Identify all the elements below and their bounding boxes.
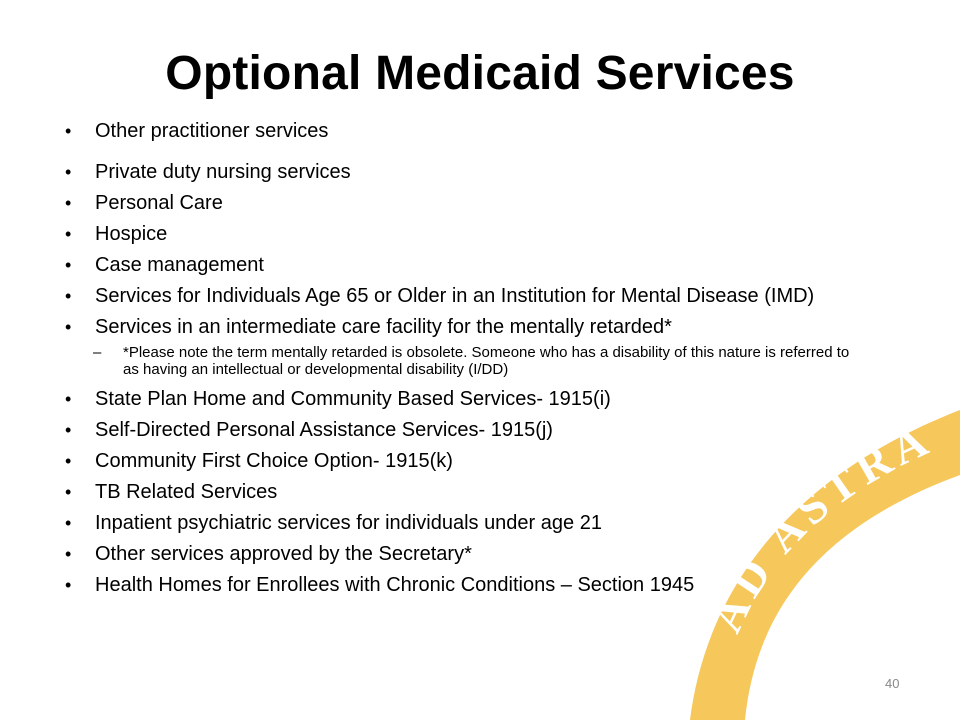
bullet-item [65, 574, 855, 596]
bullet-item [65, 419, 855, 441]
bullet-text: Personal Care [95, 192, 223, 214]
bullet-text: Self-Directed Personal Assistance Services- 1915(j) [95, 419, 553, 441]
bullet-item [65, 450, 855, 472]
slide-title: Optional Medicaid Services [165, 47, 795, 100]
bullet-dot-icon: • [65, 420, 72, 440]
bullet-list [65, 120, 855, 605]
bullet-text: Private duty nursing services [95, 161, 351, 183]
bullet-item [65, 192, 855, 214]
bullet-item [65, 316, 855, 338]
bullet-dot-icon: • [65, 286, 72, 306]
bullet-text: Services in an intermediate care facility for the mentally retarded* [95, 316, 672, 338]
bullet-text: Other services approved by the Secretary* [95, 543, 472, 565]
bullet-dot-icon: • [65, 544, 72, 564]
bullet-dot-icon: • [65, 121, 72, 141]
bullet-text: Other practitioner services [95, 120, 329, 142]
bullet-text: Health Homes for Enrollees with Chronic Conditions – Section 1945 [95, 574, 695, 596]
bullet-item [65, 254, 855, 276]
page-number: 40 [885, 676, 900, 691]
watermark-text: AD ASTRA [700, 412, 941, 640]
bullet-text: Case management [95, 254, 264, 276]
bullet-text: TB Related Services [95, 481, 278, 503]
bullet-item [65, 161, 855, 183]
sub-bullet-text: *Please note the term mentally retarded is obsolete. Someone who has a disability of this nature is referred to as having an intellectual or developmental disability (I/DD) [123, 344, 850, 378]
sub-bullet-note [65, 344, 855, 378]
bullet-dot-icon: • [65, 482, 72, 502]
bullet-item [65, 543, 855, 565]
bullet-item [65, 120, 855, 142]
bullet-item [65, 285, 855, 307]
bullet-text: Services for Individuals Age 65 or Older in an Institution for Mental Disease (IMD) [95, 285, 815, 307]
bullet-dot-icon: • [65, 162, 72, 182]
bullet-text: Community First Choice Option- 1915(k) [95, 450, 453, 472]
bullet-dot-icon: • [65, 255, 72, 275]
bullet-dot-icon: • [65, 451, 72, 471]
dash-icon: – [93, 344, 102, 361]
bullet-item [65, 223, 855, 245]
bullet-text: Inpatient psychiatric services for individuals under age 21 [95, 512, 602, 534]
bullet-item [65, 481, 855, 503]
bullet-item [65, 388, 855, 410]
bullet-dot-icon: • [65, 224, 72, 244]
bullet-text: Hospice [95, 223, 168, 245]
bullet-dot-icon: • [65, 193, 72, 213]
bullet-dot-icon: • [65, 389, 72, 409]
bullet-dot-icon: • [65, 575, 72, 595]
bullet-dot-icon: • [65, 513, 72, 533]
bullet-item [65, 512, 855, 534]
bullet-text: State Plan Home and Community Based Services- 1915(i) [95, 388, 611, 410]
bullet-dot-icon: • [65, 317, 72, 337]
